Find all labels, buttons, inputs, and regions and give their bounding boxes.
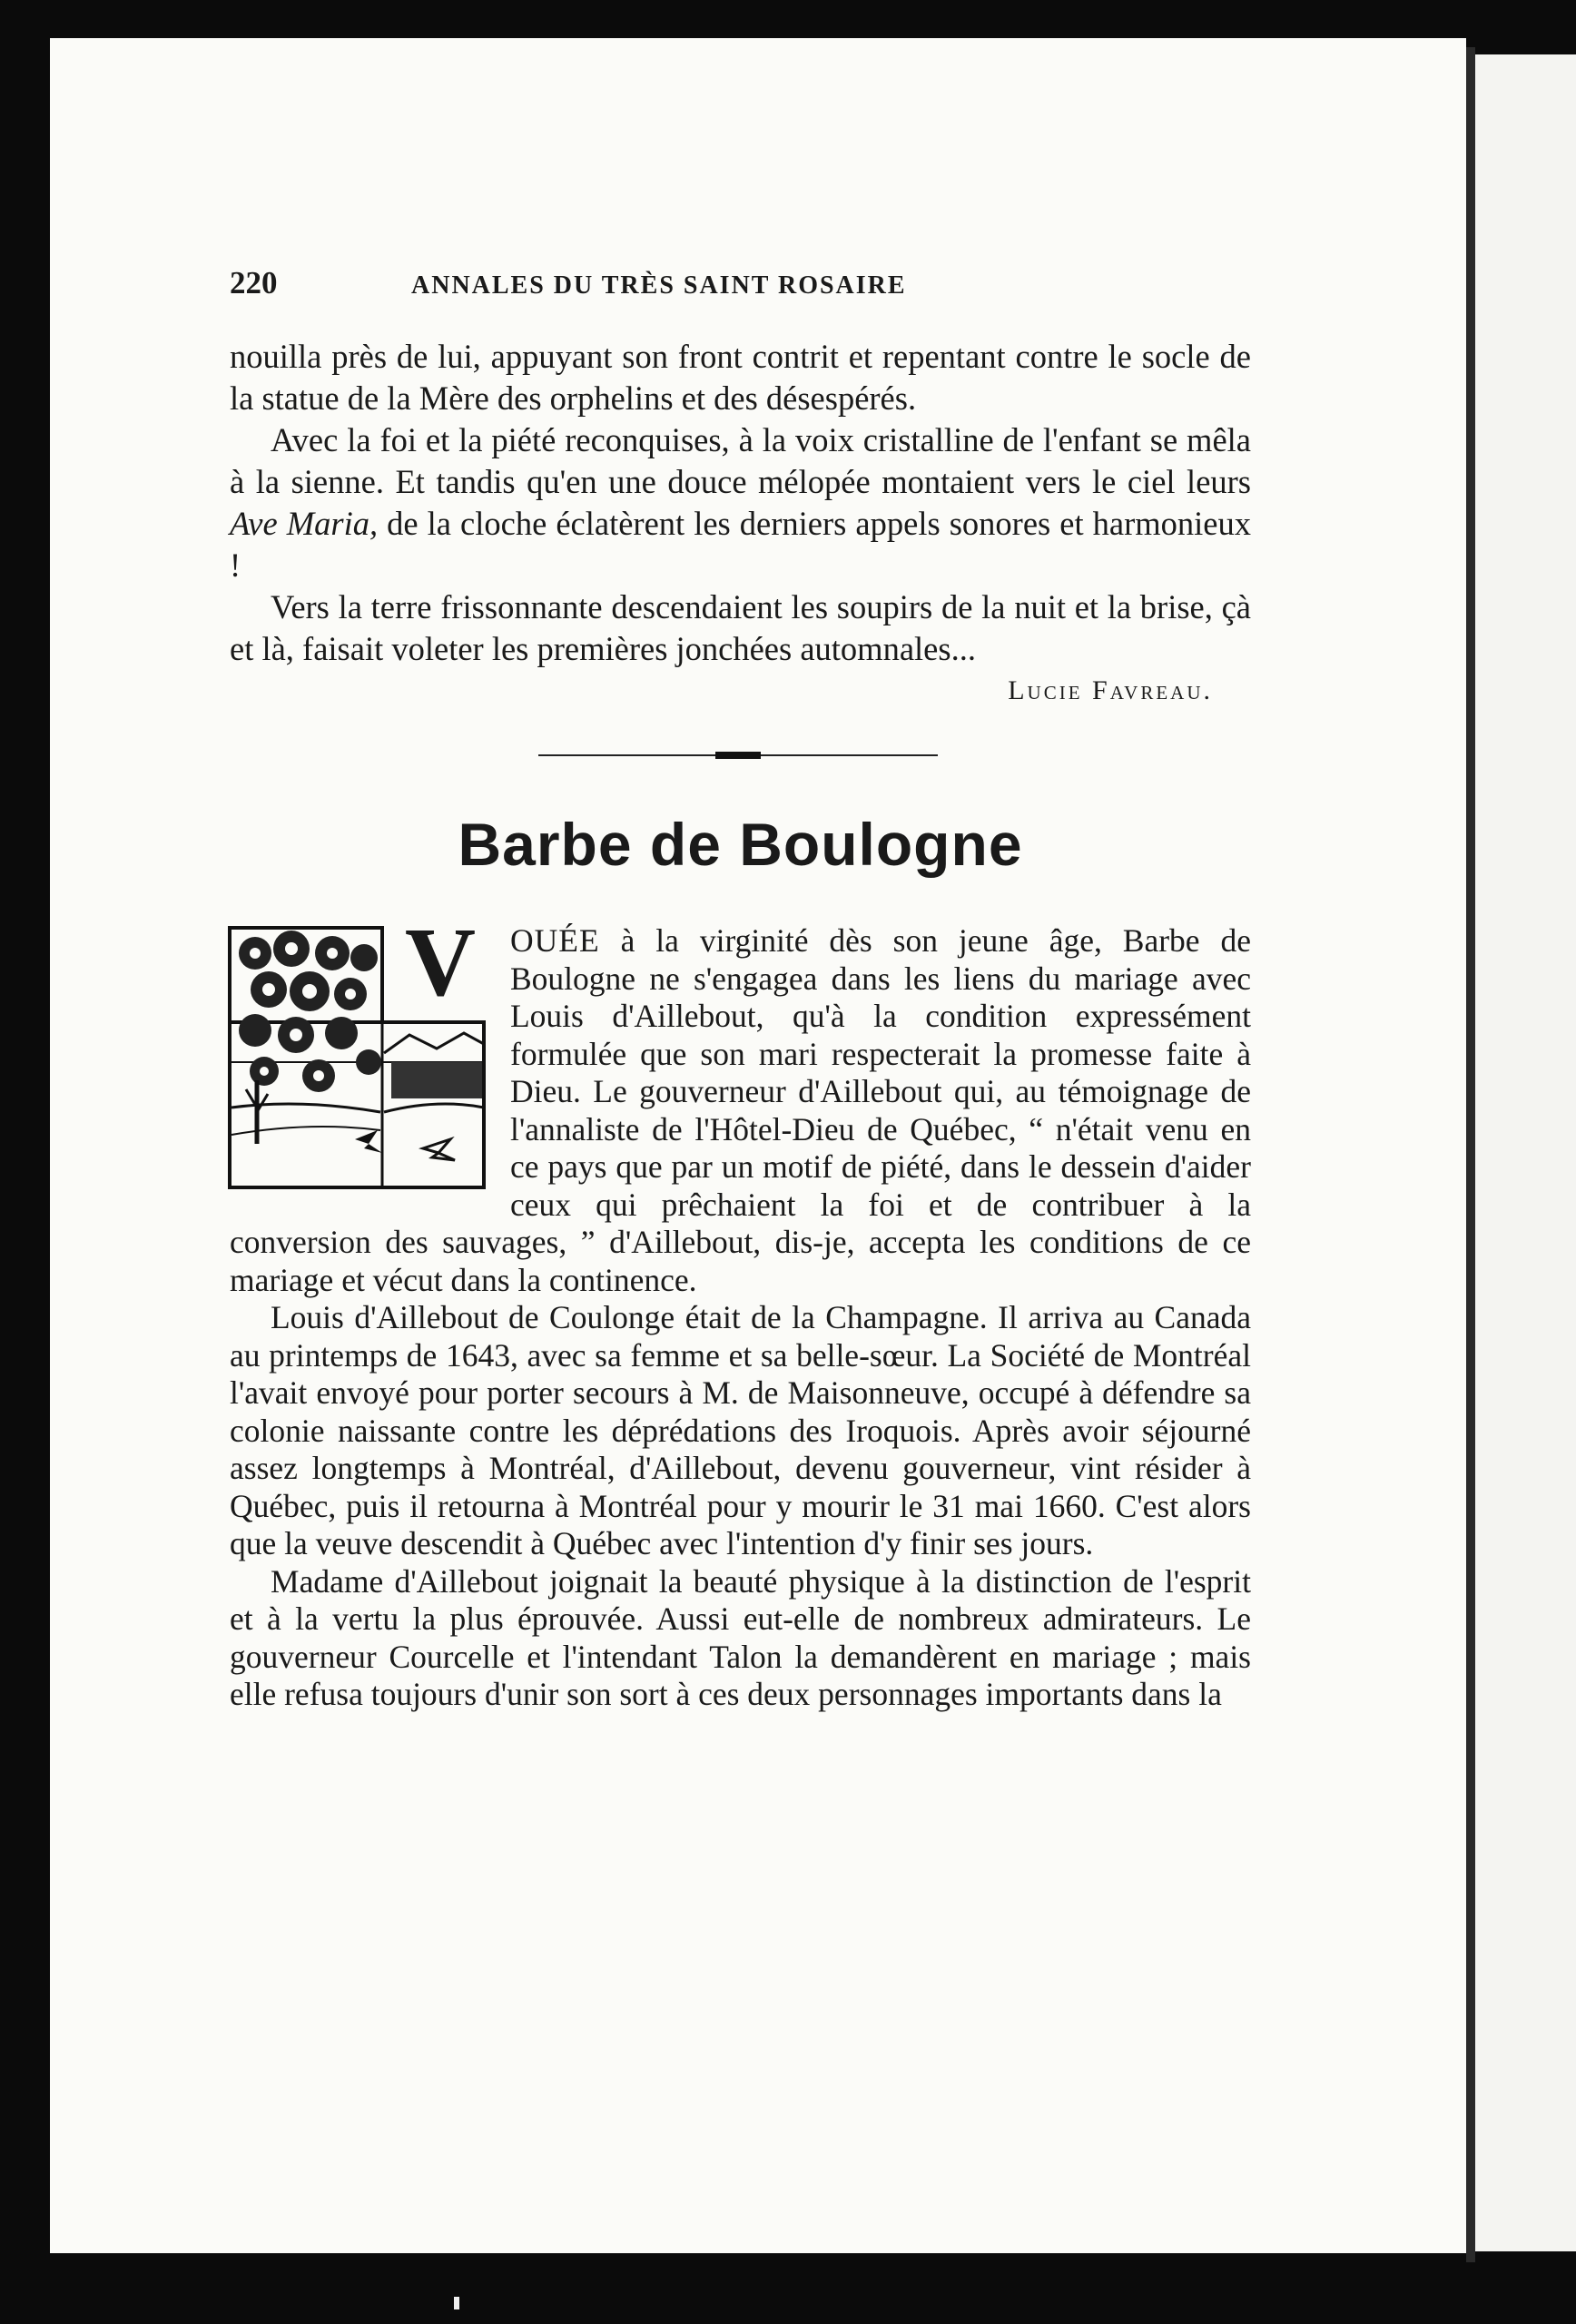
paragraph <box>230 909 1251 1299</box>
section-divider <box>538 750 938 761</box>
page-number: 220 <box>230 265 278 300</box>
paragraph-text: Avec la foi et la piété reconquises, à la voix cristalline de l'enfant se mêla à la sienne. Et tandis qu'en une douce mélopée montaient vers le ciel leurs <box>230 421 1251 500</box>
facing-page-edge <box>1475 54 1576 2251</box>
running-header <box>230 265 1251 310</box>
paragraph-text: à la virginité dès son jeune âge, Barbe de Boulogne ne s'engagea dans les liens du mariage avec Louis d'Aillebout, qu'à la condition expressément formulée que son mari respecterait la promesse faite à Dieu. Le gouverneur d'Aillebout qui, au témoignage de l'annaliste de l'Hôtel-Dieu de Québec, “ n'était venu en ce pays que par un motif de piété, dans le dessein d'aider ceux qui prêchaient la foi et de contribuer à la conversion des sauvages, ” d'Aillebout, dis-je, accepta les conditions de ce mariage et vécut dans la continence. <box>230 922 1251 1298</box>
previous-article-ending <box>230 336 1251 706</box>
page-edge-shadow <box>1466 47 1475 2262</box>
running-title: ANNALES DU TRÈS SAINT ROSAIRE <box>411 271 907 300</box>
paragraph: Madame d'Aillebout joignait la beauté physique à la distinction de l'esprit et à la vertu la plus éprouvée. Aussi eut-elle de nombreux admirateurs. Le gouverneur Courcelle et l'intendant Talon la demandèrent en mariage ; mais elle refusa toujours d'unir son sort à ces deux personnages importants dans la <box>230 1562 1251 1712</box>
article-title: Barbe de Boulogne <box>458 811 1023 878</box>
paragraph-text: de la cloche éclatèrent les derniers appels sonores et harmonieux ! <box>230 505 1251 584</box>
drop-cap-letter: V <box>405 909 476 1017</box>
illustrated-initial <box>228 909 487 1189</box>
scan-mark <box>454 2297 459 2309</box>
italic-text: Ave Maria, <box>230 505 379 542</box>
paragraph <box>230 419 1251 586</box>
page-content <box>230 265 1251 1714</box>
paragraph: Louis d'Aillebout de Coulonge était de la Champagne. Il arriva au Canada au printemps de 1643, avec sa femme et sa belle-sœur. La Société de Montréal l'avait envoyé pour porter secours à M. de Maisonneuve, occupé à défendre sa colonie naissante contre les déprédations des Iroquois. Après avoir séjourné assez longtemps à Montréal, d'Aillebout, devenu gouverneur, vint résider à Québec, puis il retourna à Montréal pour y mourir le 31 mai 1660. C'est alors que la veuve descendit à Québec avec l'intention d'y finir ses jours. <box>230 1299 1251 1561</box>
article-body <box>230 909 1251 1714</box>
first-word: OUÉE <box>510 922 600 959</box>
paragraph: Vers la terre frissonnante descendaient les soupirs de la nuit et la brise, çà et là, faisait voleter les premières jonchées automnales... <box>230 588 1251 667</box>
author-signature: Lucie Favreau. <box>1008 675 1213 705</box>
paragraph: nouilla près de lui, appuyant son front contrit et repentant contre le socle de la statue de la Mère des orphelins et des désespérés. <box>230 338 1251 417</box>
divider-center-bar <box>715 752 761 759</box>
